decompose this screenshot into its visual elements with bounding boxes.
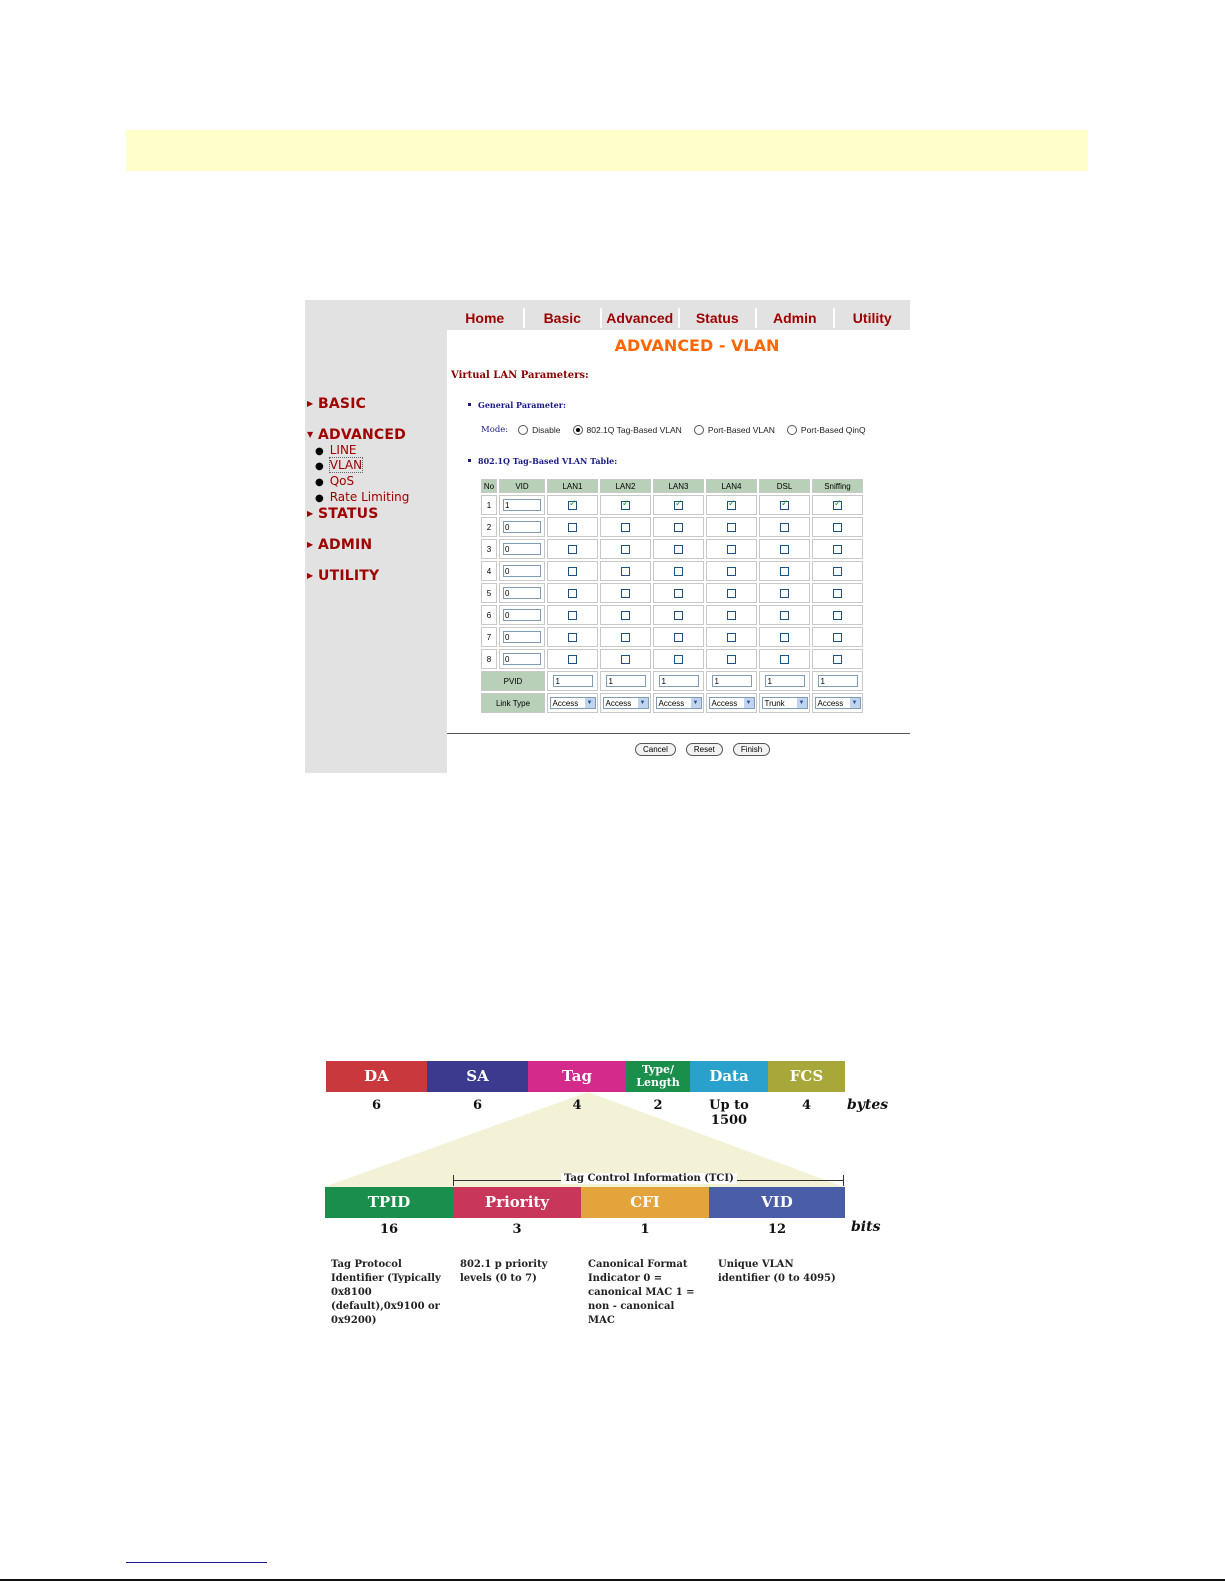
port-cell (547, 561, 598, 581)
tci-bracket-right (843, 1175, 844, 1186)
sidebar-label: ADVANCED (318, 427, 406, 443)
pvid-cell (706, 671, 757, 691)
tag-field-description: Canonical Format Indicator 0 = canonical MAC 1 = non - canonical MAC (588, 1259, 695, 1326)
port-member-checkbox[interactable] (674, 523, 683, 532)
port-member-checkbox[interactable] (568, 589, 577, 598)
port-cell (653, 517, 704, 537)
port-cell (547, 495, 598, 515)
port-cell (812, 561, 863, 581)
port-member-checkbox[interactable] (568, 567, 577, 576)
port-member-checkbox[interactable] (780, 589, 789, 598)
link-type-select[interactable] (550, 697, 596, 709)
select-value: Access (711, 698, 738, 708)
vid-input[interactable]: 0 (503, 653, 541, 665)
mode-option-label: 802.1Q Tag-Based VLAN (586, 425, 682, 435)
table-row (481, 539, 863, 559)
bullet-icon (468, 403, 471, 406)
table-row (481, 495, 863, 515)
vid-cell (499, 583, 545, 603)
sidebar-label: ADMIN (318, 537, 373, 553)
footnote-rule (126, 1562, 267, 1563)
port-cell (600, 561, 651, 581)
vid-input[interactable]: 0 (503, 587, 541, 599)
link-type-select[interactable] (709, 697, 755, 709)
port-member-checkbox[interactable] (621, 501, 630, 510)
port-member-checkbox[interactable] (674, 589, 683, 598)
pvid-row (481, 671, 863, 691)
port-cell (759, 627, 810, 647)
port-member-checkbox[interactable] (674, 567, 683, 576)
vid-input[interactable]: 1 (503, 499, 541, 511)
port-member-checkbox[interactable] (568, 655, 577, 664)
tag-field-size: 12 (767, 1222, 787, 1237)
port-member-checkbox[interactable] (780, 523, 789, 532)
heading-text: 802.1Q Tag-Based VLAN Table: (478, 456, 618, 466)
row-number: 5 (481, 583, 497, 603)
table-row (481, 649, 863, 669)
mode-radio-qinq[interactable] (787, 425, 797, 435)
port-member-checkbox[interactable] (780, 501, 789, 510)
port-cell (759, 649, 810, 669)
row-number: 8 (481, 649, 497, 669)
port-cell (706, 583, 757, 603)
vid-cell (499, 495, 545, 515)
mode-radio-disable[interactable] (518, 425, 528, 435)
port-member-checkbox[interactable] (780, 545, 789, 554)
row-number: 4 (481, 561, 497, 581)
pvid-input[interactable]: 1 (659, 675, 699, 687)
tag-field: TPID (325, 1187, 453, 1218)
vid-cell (499, 649, 545, 669)
select-value: Access (552, 698, 579, 708)
port-member-checkbox[interactable] (674, 611, 683, 620)
mode-option-label: Disable (532, 425, 561, 435)
port-cell (547, 627, 598, 647)
frame-field-size: 4 (572, 1098, 582, 1113)
table-row (481, 561, 863, 581)
port-member-checkbox[interactable] (727, 611, 736, 620)
footer-line (0, 1579, 1225, 1581)
port-member-checkbox[interactable] (780, 655, 789, 664)
bits-unit: bits (851, 1219, 881, 1235)
port-member-checkbox[interactable] (674, 633, 683, 642)
link-type-select[interactable] (603, 697, 649, 709)
port-cell (706, 539, 757, 559)
tag-field-description: 802.1 p priority levels (0 to 7) (460, 1259, 548, 1284)
link-type-cell (600, 693, 651, 713)
port-cell (812, 605, 863, 625)
chevron-down-icon: ▼ (691, 698, 701, 708)
table-row (481, 605, 863, 625)
router-vlan-screenshot (305, 300, 910, 773)
tab-admin[interactable]: Admin (757, 308, 835, 328)
top-nav (447, 308, 910, 328)
mode-radio-group (481, 425, 874, 435)
port-member-checkbox[interactable] (621, 655, 630, 664)
pvid-input[interactable]: 1 (818, 675, 858, 687)
port-member-checkbox[interactable] (621, 633, 630, 642)
port-cell (812, 649, 863, 669)
section-title: Virtual LAN Parameters: (451, 370, 589, 381)
mode-option-label: Port-Based QinQ (800, 425, 866, 435)
sidebar-sub-label: VLAN (329, 458, 363, 472)
pvid-label: PVID (481, 671, 545, 691)
link-type-cell (706, 693, 757, 713)
port-member-checkbox[interactable] (568, 501, 577, 510)
frame-field: Type/ Length (626, 1061, 690, 1092)
table-row (481, 583, 863, 603)
port-cell (600, 605, 651, 625)
row-number: 3 (481, 539, 497, 559)
row-number: 2 (481, 517, 497, 537)
tab-status[interactable]: Status (680, 308, 758, 328)
port-member-checkbox[interactable] (621, 567, 630, 576)
pvid-cell (547, 671, 598, 691)
chevron-down-icon: ▼ (850, 698, 860, 708)
vid-input[interactable]: 0 (503, 565, 541, 577)
port-member-checkbox[interactable] (833, 655, 842, 664)
port-member-checkbox[interactable] (674, 501, 683, 510)
divider (447, 733, 910, 734)
mode-label: Mode: (481, 425, 509, 435)
frame-field: Tag (528, 1061, 626, 1092)
col-header: DSL (759, 479, 810, 493)
vlan-tag-diagram (318, 1054, 908, 1334)
port-cell (653, 605, 704, 625)
sidebar-item-status[interactable]: ▶ STATUS (307, 506, 379, 522)
vlan-table-heading (468, 456, 617, 466)
port-cell (812, 517, 863, 537)
vlan-table (479, 477, 865, 715)
select-value: Access (605, 698, 632, 708)
port-cell (547, 605, 598, 625)
pvid-input[interactable]: 1 (606, 675, 646, 687)
port-member-checkbox[interactable] (621, 545, 630, 554)
vid-cell (499, 539, 545, 559)
reset-button[interactable]: Reset (686, 743, 723, 756)
sidebar-item-basic[interactable]: ▶ BASIC (307, 396, 367, 412)
tab-advanced[interactable]: Advanced (602, 308, 680, 328)
port-cell (600, 583, 651, 603)
cancel-button[interactable]: Cancel (635, 743, 676, 756)
heading-text: General Parameter: (478, 400, 566, 410)
port-member-checkbox[interactable] (568, 611, 577, 620)
sidebar-sub-rate-limiting[interactable]: ● Rate Limiting (315, 490, 410, 504)
col-header: VID (499, 479, 545, 493)
link-type-row (481, 693, 863, 713)
button-bar (635, 743, 770, 756)
port-cell (600, 517, 651, 537)
link-type-select[interactable] (762, 697, 808, 709)
bytes-unit: bytes (847, 1097, 889, 1113)
port-cell (653, 649, 704, 669)
port-cell (706, 561, 757, 581)
port-cell (653, 539, 704, 559)
tci-label: Tag Control Information (TCI) (561, 1173, 737, 1184)
vid-input[interactable]: 0 (503, 631, 541, 643)
port-cell (759, 583, 810, 603)
port-member-checkbox[interactable] (833, 501, 842, 510)
tag-field-size: 3 (512, 1222, 522, 1237)
sidebar-item-admin[interactable]: ▶ ADMIN (307, 537, 373, 553)
table-row (481, 517, 863, 537)
vid-cell (499, 605, 545, 625)
port-cell (706, 649, 757, 669)
vid-cell (499, 561, 545, 581)
port-member-checkbox[interactable] (833, 523, 842, 532)
sidebar-sub-label: QoS (329, 474, 355, 488)
vid-input[interactable]: 0 (503, 543, 541, 555)
port-cell (706, 495, 757, 515)
port-cell (706, 627, 757, 647)
sidebar-item-advanced[interactable]: ▼ ADVANCED (307, 427, 406, 443)
select-value: Trunk (764, 698, 785, 708)
tag-field-description: Tag Protocol Identifier (Typically 0x8100 (default),0x9100 or 0x9200) (331, 1259, 441, 1326)
row-number: 1 (481, 495, 497, 515)
pvid-input[interactable]: 1 (553, 675, 593, 687)
port-cell (547, 517, 598, 537)
port-member-checkbox[interactable] (727, 567, 736, 576)
port-member-checkbox[interactable] (727, 545, 736, 554)
port-cell (547, 539, 598, 559)
port-cell (600, 539, 651, 559)
frame-field-size: 4 (801, 1098, 812, 1113)
select-value: Access (658, 698, 685, 708)
port-member-checkbox[interactable] (727, 589, 736, 598)
table-row (481, 627, 863, 647)
link-type-cell (812, 693, 863, 713)
port-cell (759, 517, 810, 537)
tag-field: Priority (453, 1187, 581, 1218)
pvid-cell (653, 671, 704, 691)
port-cell (600, 495, 651, 515)
link-type-cell (653, 693, 704, 713)
col-header: LAN1 (547, 479, 598, 493)
sidebar-label: UTILITY (318, 568, 380, 584)
sidebar-sub-qos[interactable]: ● QoS (315, 474, 355, 488)
port-cell (759, 495, 810, 515)
row-number: 6 (481, 605, 497, 625)
sidebar-label: BASIC (318, 396, 367, 412)
tag-field-size: 1 (640, 1222, 650, 1237)
chevron-down-icon: ▼ (585, 698, 595, 708)
row-number: 7 (481, 627, 497, 647)
chevron-down-icon: ▼ (797, 698, 807, 708)
tag-field-description: Unique VLAN identifier (0 to 4095) (718, 1259, 836, 1284)
frame-field-size: 6 (472, 1098, 483, 1113)
link-type-label: Link Type (481, 693, 545, 713)
port-member-checkbox[interactable] (727, 655, 736, 664)
pvid-cell (759, 671, 810, 691)
frame-field: SA (427, 1061, 528, 1092)
tag-field: VID (709, 1187, 845, 1218)
sidebar-label: STATUS (318, 506, 379, 522)
note-banner (126, 130, 1088, 171)
col-header: LAN3 (653, 479, 704, 493)
sidebar-item-utility[interactable]: ▶ UTILITY (307, 568, 380, 584)
sidebar-sub-label: Rate Limiting (329, 490, 410, 504)
port-cell (600, 627, 651, 647)
port-member-checkbox[interactable] (833, 589, 842, 598)
pvid-cell (600, 671, 651, 691)
sidebar-sub-label: LINE (329, 443, 357, 457)
link-type-cell (547, 693, 598, 713)
port-member-checkbox[interactable] (780, 633, 789, 642)
port-member-checkbox[interactable] (621, 611, 630, 620)
port-cell (706, 605, 757, 625)
port-member-checkbox[interactable] (621, 523, 630, 532)
frame-field: DA (326, 1061, 427, 1092)
port-cell (600, 649, 651, 669)
pvid-cell (812, 671, 863, 691)
port-cell (812, 495, 863, 515)
tag-field-size: 16 (379, 1222, 399, 1237)
chevron-down-icon: ▼ (638, 698, 648, 708)
port-cell (653, 561, 704, 581)
vid-input[interactable]: 0 (503, 609, 541, 621)
port-member-checkbox[interactable] (780, 567, 789, 576)
vid-input[interactable]: 0 (503, 521, 541, 533)
port-member-checkbox[interactable] (674, 545, 683, 554)
mode-option-label: Port-Based VLAN (707, 425, 775, 435)
port-member-checkbox[interactable] (568, 633, 577, 642)
bullet-icon (468, 459, 471, 462)
port-member-checkbox[interactable] (621, 589, 630, 598)
col-header: No (481, 479, 497, 493)
port-member-checkbox[interactable] (833, 611, 842, 620)
port-cell (812, 539, 863, 559)
tab-home[interactable]: Home (447, 308, 525, 328)
port-cell (812, 627, 863, 647)
vid-cell (499, 627, 545, 647)
port-member-checkbox[interactable] (568, 523, 577, 532)
port-cell (706, 517, 757, 537)
finish-button[interactable]: Finish (733, 743, 770, 756)
port-cell (759, 605, 810, 625)
frame-field-size: Up to 1500 (709, 1098, 749, 1128)
port-member-checkbox[interactable] (568, 545, 577, 554)
port-cell (547, 649, 598, 669)
col-header: LAN4 (706, 479, 757, 493)
tab-basic[interactable]: Basic (525, 308, 603, 328)
port-member-checkbox[interactable] (833, 545, 842, 554)
port-member-checkbox[interactable] (780, 611, 789, 620)
sidebar-sub-line[interactable]: ● LINE (315, 443, 357, 457)
port-cell (759, 539, 810, 559)
port-cell (812, 583, 863, 603)
col-header: LAN2 (600, 479, 651, 493)
frame-field-size: 2 (653, 1098, 663, 1113)
chevron-down-icon: ▼ (744, 698, 754, 708)
page-title: ADVANCED - VLAN (614, 336, 780, 355)
link-type-select[interactable] (656, 697, 702, 709)
general-parameter-heading (468, 400, 566, 410)
tab-utility[interactable]: Utility (852, 310, 892, 326)
port-cell (653, 583, 704, 603)
port-member-checkbox[interactable] (727, 523, 736, 532)
sidebar-sub-vlan[interactable]: ● VLAN (315, 458, 363, 472)
mode-radio-port-based[interactable] (694, 425, 704, 435)
pvid-input[interactable]: 1 (712, 675, 752, 687)
port-cell (759, 561, 810, 581)
tag-field: CFI (581, 1187, 709, 1218)
frame-field-size: 6 (371, 1098, 382, 1113)
link-type-select[interactable] (815, 697, 861, 709)
port-member-checkbox[interactable] (727, 501, 736, 510)
col-header: Sniffing (812, 479, 863, 493)
port-member-checkbox[interactable] (674, 655, 683, 664)
table-header-row (481, 479, 863, 493)
link-type-cell (759, 693, 810, 713)
vid-cell (499, 517, 545, 537)
port-cell (547, 583, 598, 603)
port-member-checkbox[interactable] (833, 567, 842, 576)
frame-field: FCS (768, 1061, 845, 1092)
mode-radio-tag-based[interactable] (573, 425, 583, 435)
pvid-input[interactable]: 1 (765, 675, 805, 687)
frame-field: Data (690, 1061, 768, 1092)
port-cell (653, 627, 704, 647)
port-cell (653, 495, 704, 515)
port-member-checkbox[interactable] (833, 633, 842, 642)
select-value: Access (817, 698, 844, 708)
port-member-checkbox[interactable] (727, 633, 736, 642)
